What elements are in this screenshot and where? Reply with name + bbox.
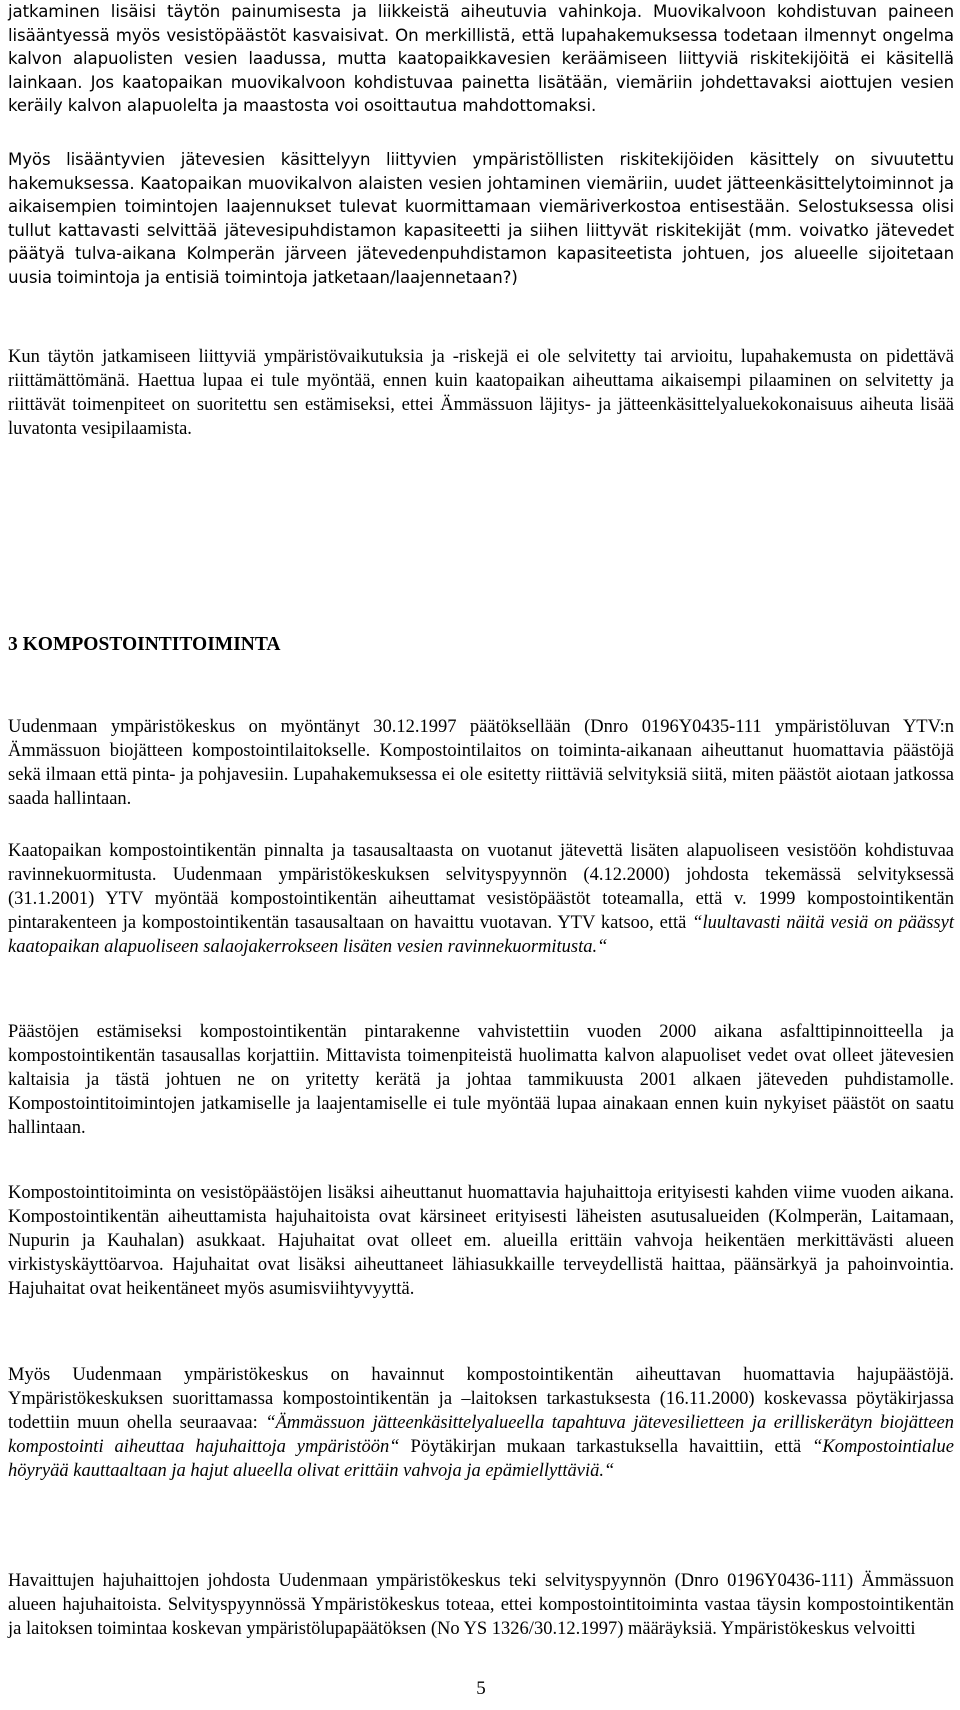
paragraph-inspection (8, 1363, 954, 1483)
section-heading: 3 KOMPOSTOINTITOIMINTA (8, 634, 281, 655)
paragraph-text: Myös Uudenmaan ympäristökeskus on havainnut kompostointikentän aiheuttavan huomattavia hajupäästöjä. Ympäristökeskuksen suorittamassa kompostointikentän ja –laitoksen tarkastuksesta (16.11.2000) koskevassa pöytäkirjassa todettiin muun ohella seuraavaa: (8, 1365, 954, 1433)
paragraph-odour-nuisance: Kompostointitoiminta on vesistöpäästöjen lisäksi aiheuttanut huomattavia hajuhaittoja erityisesti kahden viime vuoden aikana. Kompostointikentän aiheuttamista hajuhaitoista ovat kärsineet erityisesti läheisten asutusalueiden (Kolmperän, Laitamaan, Nupurin ja Kauhalan) asukkaat. Hajuhaitat ovat olleet em. alueilla erittäin vahvoja heikentäen merkittävästi alueen virkistyskäyttöarvoa. Hajuhaitat ovat lisäksi aiheuttaneet lähiasukkaille terveydellistä haittaa, päänsärkyä ja pahoinvointia. Hajuhaitat ovat heikentäneet myös asumisviihtyvyyttä. (8, 1183, 954, 1299)
paragraph-composting-leaks (8, 839, 954, 959)
paragraph-text: Pöytäkirjan mukaan tarkastuksella havaittiin, että (399, 1437, 813, 1457)
quote: “luultavasti näitä vesiä on päässyt kaatopaikan alapuoliseen salaojakerrokseen lisäten vesien ravinnekuormitusta.“ (8, 913, 954, 957)
paragraph-text: Kaatopaikan kompostointikentän pinnalta ja tasausaltaasta on vuotanut jätevettä lisäten alapuoliseen vesistöön kohdistuvaa ravinnekuormitusta. Uudenmaan ympäristökeskuksen selvityspyynnön (4.12.2000) johdosta tekemässä selvityksessä (31.1.2001) YTV myöntää kompostointikentän aiheuttamat vesistöpäästöt toteamalla, että v. 1999 kompostointikentän pintarakenteen ja kompostointikentän tasausaltaan on havaittu vuotavan. YTV katsoo, että (8, 841, 954, 933)
paragraph-odour-request: Havaittujen hajuhaittojen johdosta Uudenmaan ympäristökeskus teki selvityspyynnön (Dnro 0196Y0436-111) Ämmässuon alueen hajuhaitoista. Selvityspyynnössä Ympäristökeskus toteaa, ettei kompostointitoiminta vastaa täysin kompostointikentän ja laitoksen toimintaa koskevan ympäristölupapäätöksen (No YS 1326/30.12.1997) määräyksiä. Ympäristökeskus velvoitti (8, 1571, 954, 1639)
paragraph-asphalt-measures: Päästöjen estämiseksi kompostointikentän pintarakenne vahvistettiin vuoden 2000 aikana asfalttipinnoitteella ja kompostointikentän tasausallas korjattiin. Mittavista toimenpiteistä huolimatta kalvon alapuoliset vedet ovat olleet jätevesien kaltaisia ja tästä johtuen ne on yritetty kerätä ja johtaa tammikuusta 2001 alkaen jäteveden puhdistamolle. Kompostointitoimintojen jatkamiselle ja laajentamiselle ei tule myöntää lupaa ainakaan ennen kuin nykyiset päästöt on saatu hallintaan. (8, 1022, 954, 1138)
paragraph-composting-permit: Uudenmaan ympäristökeskus on myöntänyt 30.12.1997 päätöksellään (Dnro 0196Y0435-111 ympäristöluvan YTV:n Ämmässuon biojätteen kompostointilaitokselle. Kompostointilaitos on toiminta-aikanaan aiheuttanut huomattavia päästöjä sekä ilmaan että pinta- ja pohjavesiin. Lupahakemuksessa ei ole esitetty riittäviä selvityksiä siitä, miten päästöt aiotaan jatkossa saada hallintaan. (8, 717, 954, 809)
paragraph-permit-conclusion: Kun täytön jatkamiseen liittyviä ympäristövaikutuksia ja -riskejä ei ole selvitetty tai arvioitu, lupahakemusta on pidettävä riittämättömänä. Haettua lupaa ei tule myöntää, ennen kuin kaatopaikan aiheuttama aikaisempi pilaaminen on selvitetty ja riittävät toimenpiteet on suoritettu sen estämiseksi, ettei Ämmässuon läjitys- ja jätteenkäsittelyaluekokonaisuus aiheuta lisää luvatonta vesipilaamista. (8, 347, 954, 439)
quote: “Ämmässuon jätteenkäsittelyalueella tapahtuva jätevesilietteen ja erilliskerätyn biojätteen kompostointi aiheuttaa hajuhaittoja ympäristöön“ (8, 1413, 954, 1457)
page-number: 5 (476, 1678, 486, 1699)
paragraph-wastewater-risks: Myös lisääntyvien jätevesien käsittelyyn liittyvien ympäristöllisten riskitekijöiden käsittely on sivuutettu hakemuksessa. Kaatopaikan muovikalvon alaisten vesien johtaminen viemäriin, uudet jätteenkäsittelytoiminnot ja aikaisempien toimintojen laajennukset tulevat kuormittamaan viemäriverkostoa entisestään. Selostuksessa olisi tullut kattavasti selvittää jätevesipuhdistamon kapasiteetti ja siihen liittyvät riskitekijät (mm. voivatko jätevedet päätyä tulva-aikana Kolmperän järveen jätevedenpuhdistamon kapasiteetista johtuen, jos alueelle sijoitetaan uusia toimintoja ja entisiä toimintoja jatketaan/laajennetaan?) (8, 150, 954, 287)
quote: “Kompostointialue höyryää kauttaaltaan ja hajut alueella olivat erittäin vahvoja ja epämiellyttäviä.“ (8, 1437, 954, 1481)
paragraph-landfill-pressure: jatkaminen lisäisi täytön painumisesta ja liikkeistä aiheutuvia vahinkoja. Muovikalvoon kohdistuvan paineen lisääntyessä myös vesistöpäästöt kasvaisivat. On merkillistä, että lupahakemuksessa todetaan ilmennyt ongelma kalvon alapuolisten vesien laadussa, mutta kaatopaikkavesien keräämiseen liittyviä riskitekijöitä ei käsitellä lainkaan. Jos kaatopaikan muovikalvoon kohdistuvaa painetta lisätään, viemäriin johdettavaksi aiottujen vesien keräily kalvon alapuolelta ja maastosta voi osoittautua mahdottomaksi. (8, 2, 954, 115)
